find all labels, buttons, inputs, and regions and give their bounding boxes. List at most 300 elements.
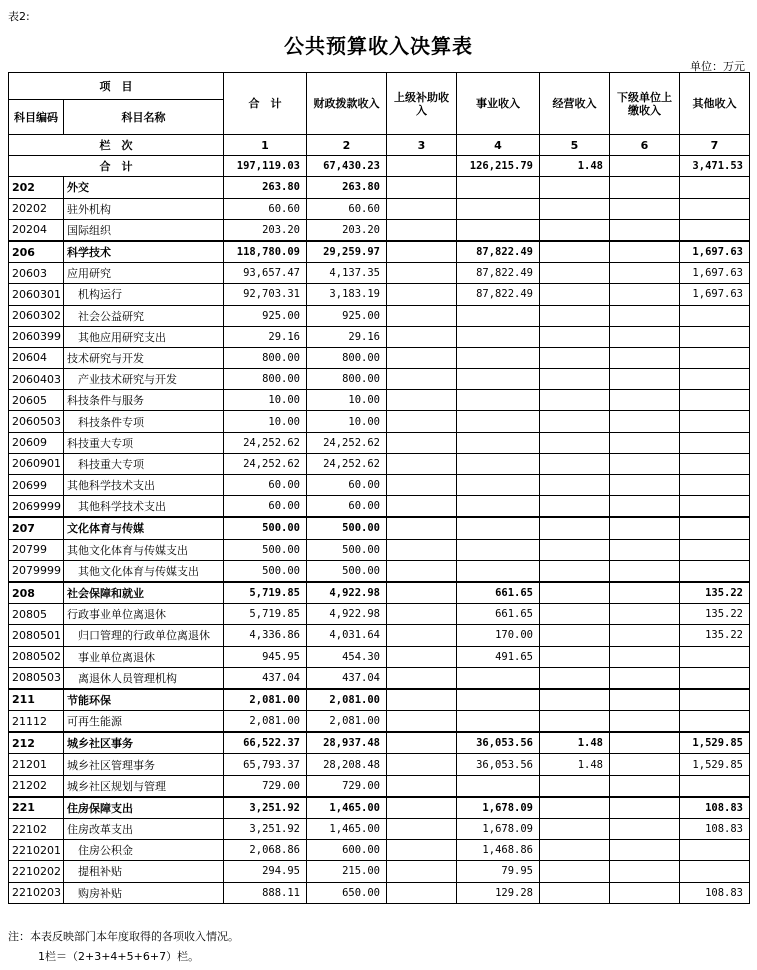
cell: 108.83 [680,797,750,819]
cell-name: 离退休人员管理机构 [64,667,224,689]
cell [540,861,610,882]
cell [457,517,540,539]
cell [540,604,610,625]
note-line: 1栏＝（2+3+4+5+6+7）栏。 [38,950,200,963]
cell: 65,793.37 [224,754,307,775]
cell [610,732,680,754]
cell: 10.00 [307,390,387,411]
table-row [9,667,750,689]
table-row [9,453,750,474]
cell-code: 2080503 [9,667,64,689]
cell [610,711,680,733]
cell: 1,465.00 [307,797,387,819]
cell [610,797,680,819]
cell-code: 221 [9,797,64,819]
cell [540,219,610,241]
table-row [9,560,750,582]
cell: 4,031.64 [307,625,387,646]
header-fiscal: 财政拨款收入 [307,73,387,135]
cell [680,539,750,560]
table-label: 表2: [8,10,30,23]
cell [457,432,540,453]
cell-name: 应用研究 [64,263,224,284]
cell: 1,529.85 [680,754,750,775]
cell: 500.00 [224,560,307,582]
cell-code: 2210202 [9,861,64,882]
table-row [9,819,750,840]
cell: 661.65 [457,582,540,604]
cell-name: 可再生能源 [64,711,224,733]
cell: 135.22 [680,582,750,604]
cell [457,390,540,411]
cell [387,689,457,711]
cell [540,646,610,667]
cell-code: 207 [9,517,64,539]
cell [387,775,457,797]
cell: 2,081.00 [224,689,307,711]
cell-code: 2069999 [9,496,64,518]
cell-code: 21202 [9,775,64,797]
table-row [9,347,750,368]
cell [457,198,540,219]
cell: 888.11 [224,882,307,903]
cell [610,284,680,305]
cell [540,882,610,903]
cell [680,390,750,411]
cell: 87,822.49 [457,241,540,263]
cell [457,560,540,582]
cell [540,797,610,819]
cell: 24,252.62 [224,432,307,453]
cell [387,646,457,667]
cell [387,797,457,819]
header-operating: 经营收入 [540,73,610,135]
cell: 294.95 [224,861,307,882]
cell: 29.16 [307,326,387,347]
cell-name: 城乡社区规划与管理 [64,775,224,797]
cell: 126,215.79 [457,156,540,177]
cell-name: 其他科学技术支出 [64,496,224,518]
cell [680,496,750,518]
cell-name: 机构运行 [64,284,224,305]
header-total: 合 计 [224,73,307,135]
cell: 263.80 [307,177,387,198]
table-row [9,582,750,604]
cell: 437.04 [307,667,387,689]
table-row [9,840,750,861]
cell-code: 20609 [9,432,64,453]
cell: 60.60 [224,198,307,219]
cell-code: 2060901 [9,453,64,474]
cell: 500.00 [307,560,387,582]
total-label: 合 计 [9,156,224,177]
cell: 135.22 [680,604,750,625]
cell [680,560,750,582]
cell-name: 事业单位离退休 [64,646,224,667]
cell: 2,081.00 [307,689,387,711]
cell: 1.48 [540,156,610,177]
table-row [9,241,750,263]
cell: 170.00 [457,625,540,646]
cell [680,840,750,861]
table-row [9,604,750,625]
cell [387,517,457,539]
cell [387,582,457,604]
cell: 3,471.53 [680,156,750,177]
cell [387,390,457,411]
table-row [9,219,750,241]
cell-code: 20699 [9,475,64,496]
table-row [9,369,750,390]
cell [540,326,610,347]
cell [387,326,457,347]
cell [610,819,680,840]
cell [387,711,457,733]
cell [610,604,680,625]
table-row [9,263,750,284]
table-row [9,882,750,903]
cell [610,241,680,263]
table-row [9,689,750,711]
cell [457,326,540,347]
cell-code: 2080501 [9,625,64,646]
col-num: 3 [387,135,457,156]
cell [610,347,680,368]
cell [457,539,540,560]
cell: 10.00 [307,411,387,432]
cell-code: 21112 [9,711,64,733]
table-row [9,475,750,496]
cell [540,305,610,326]
header-superior: 上级补助收入 [387,73,457,135]
cell: 1,697.63 [680,241,750,263]
cell: 661.65 [457,604,540,625]
cell [387,819,457,840]
cell [680,689,750,711]
table-row [9,411,750,432]
header-code: 科目编码 [9,100,64,135]
cell: 800.00 [224,347,307,368]
cell: 36,053.56 [457,754,540,775]
cell [457,411,540,432]
total-row [9,156,750,177]
cell [387,347,457,368]
cell [387,305,457,326]
table-row [9,326,750,347]
cell [387,539,457,560]
cell: 800.00 [307,347,387,368]
cell [540,819,610,840]
cell: 925.00 [224,305,307,326]
cell [680,453,750,474]
cell [610,517,680,539]
cell: 491.65 [457,646,540,667]
cell [457,177,540,198]
cell [387,198,457,219]
cell: 92,703.31 [224,284,307,305]
cell-name: 其他科学技术支出 [64,475,224,496]
cell [610,625,680,646]
cell-code: 202 [9,177,64,198]
cell [540,517,610,539]
cell-name: 住房改革支出 [64,819,224,840]
cell: 500.00 [307,517,387,539]
cell [680,667,750,689]
cell-name: 提租补贴 [64,861,224,882]
header-item: 项 目 [9,73,224,100]
cell-name: 科技条件专项 [64,411,224,432]
cell: 67,430.23 [307,156,387,177]
cell: 1,468.86 [457,840,540,861]
cell: 215.00 [307,861,387,882]
cell [610,369,680,390]
cell [680,347,750,368]
cell [540,198,610,219]
cell: 263.80 [224,177,307,198]
cell-name: 购房补贴 [64,882,224,903]
cell-name: 科技条件与服务 [64,390,224,411]
cell [457,305,540,326]
col-num: 4 [457,135,540,156]
cell [680,369,750,390]
cell [387,604,457,625]
cell [457,711,540,733]
cell [457,667,540,689]
cell-code: 20604 [9,347,64,368]
cell [680,711,750,733]
cell: 600.00 [307,840,387,861]
cell: 29,259.97 [307,241,387,263]
col-num: 7 [680,135,750,156]
cell: 28,937.48 [307,732,387,754]
cell: 24,252.62 [224,453,307,474]
table-row [9,732,750,754]
cell: 4,336.86 [224,625,307,646]
cell-code: 22102 [9,819,64,840]
cell: 454.30 [307,646,387,667]
header-other: 其他收入 [680,73,750,135]
cell [387,625,457,646]
cell [680,219,750,241]
cell [540,560,610,582]
cell [540,453,610,474]
cell: 3,183.19 [307,284,387,305]
cell [387,560,457,582]
cell [540,411,610,432]
cell: 650.00 [307,882,387,903]
cell [610,156,680,177]
cell [387,284,457,305]
cell [457,475,540,496]
cell [457,369,540,390]
table-row [9,517,750,539]
cell [610,432,680,453]
cell [540,496,610,518]
cell: 36,053.56 [457,732,540,754]
cell [680,198,750,219]
cell: 2,081.00 [307,711,387,733]
cell-name: 科技重大专项 [64,432,224,453]
cell [387,496,457,518]
cell-code: 206 [9,241,64,263]
cell-name: 归口管理的行政单位离退休 [64,625,224,646]
cell [540,369,610,390]
budget-table [8,72,750,904]
cell-name: 科技重大专项 [64,453,224,474]
cell-code: 2079999 [9,560,64,582]
cell [457,496,540,518]
cell [540,689,610,711]
cell [680,177,750,198]
cell: 197,119.03 [224,156,307,177]
table-row [9,797,750,819]
cell-code: 20202 [9,198,64,219]
cell [540,263,610,284]
cell [387,369,457,390]
cell: 437.04 [224,667,307,689]
cell [540,840,610,861]
cell [540,625,610,646]
cell [610,840,680,861]
cell [680,517,750,539]
cell [610,263,680,284]
cell: 29.16 [224,326,307,347]
cell [610,560,680,582]
cell [610,475,680,496]
cell [680,475,750,496]
cell-code: 2210203 [9,882,64,903]
cell-code: 2060403 [9,369,64,390]
table-row [9,861,750,882]
table-row [9,646,750,667]
cell [680,411,750,432]
cell-code: 20805 [9,604,64,625]
cell-name: 驻外机构 [64,198,224,219]
header-name: 科目名称 [64,100,224,135]
col-num: 6 [610,135,680,156]
cell: 93,657.47 [224,263,307,284]
cell-code: 20799 [9,539,64,560]
cell: 800.00 [224,369,307,390]
cell: 203.20 [224,219,307,241]
col-num: 5 [540,135,610,156]
cell-name: 其他应用研究支出 [64,326,224,347]
cell [387,219,457,241]
cell [387,156,457,177]
cell: 945.95 [224,646,307,667]
cell [610,689,680,711]
table-row [9,496,750,518]
cell-name: 科学技术 [64,241,224,263]
cell [457,453,540,474]
cell: 500.00 [307,539,387,560]
cell-code: 2080502 [9,646,64,667]
cell: 729.00 [224,775,307,797]
cell [387,732,457,754]
cell-name: 住房保障支出 [64,797,224,819]
cell-code: 2060301 [9,284,64,305]
cell [680,432,750,453]
cell-code: 208 [9,582,64,604]
cell-code: 20605 [9,390,64,411]
note-line: 注：本表反映部门本年度取得的各项收入情况。 [8,930,239,943]
cell [387,177,457,198]
cell [540,475,610,496]
cell: 87,822.49 [457,284,540,305]
cell [387,667,457,689]
cell: 729.00 [307,775,387,797]
cell [387,432,457,453]
cell: 108.83 [680,819,750,840]
cell [610,219,680,241]
cell: 108.83 [680,882,750,903]
cell: 1,678.09 [457,797,540,819]
cell [680,305,750,326]
cell: 800.00 [307,369,387,390]
cell-code: 212 [9,732,64,754]
cell-code: 211 [9,689,64,711]
cell: 87,822.49 [457,263,540,284]
cell [540,432,610,453]
cell [540,667,610,689]
cell: 60.00 [224,475,307,496]
cell-name: 其他文化体育与传媒支出 [64,539,224,560]
cell [387,861,457,882]
header-business: 事业收入 [457,73,540,135]
cell: 118,780.09 [224,241,307,263]
cell: 1,465.00 [307,819,387,840]
cell: 1,697.63 [680,263,750,284]
cell: 1,697.63 [680,284,750,305]
cell: 5,719.85 [224,582,307,604]
cell [610,453,680,474]
cell [540,241,610,263]
cell: 500.00 [224,539,307,560]
cell: 66,522.37 [224,732,307,754]
cell-name: 行政事业单位离退休 [64,604,224,625]
cell [387,263,457,284]
cell [540,775,610,797]
unit-label: 单位：万元 [690,60,745,73]
cell-code: 2060399 [9,326,64,347]
cell [540,711,610,733]
table-body [9,177,750,903]
cell: 4,922.98 [307,604,387,625]
cell: 28,208.48 [307,754,387,775]
table-row [9,711,750,733]
col-num: 1 [224,135,307,156]
cell [610,775,680,797]
cell [610,882,680,903]
cell-name: 产业技术研究与开发 [64,369,224,390]
cell: 135.22 [680,625,750,646]
cell: 60.60 [307,198,387,219]
cell: 5,719.85 [224,604,307,625]
cell-name: 社会公益研究 [64,305,224,326]
col-num: 2 [307,135,387,156]
cell [540,177,610,198]
cell [610,646,680,667]
cell: 203.20 [307,219,387,241]
cell: 3,251.92 [224,797,307,819]
cell [610,861,680,882]
cell [457,219,540,241]
cell: 3,251.92 [224,819,307,840]
cell [387,754,457,775]
cell: 1,678.09 [457,819,540,840]
cell: 2,068.86 [224,840,307,861]
cell [387,475,457,496]
